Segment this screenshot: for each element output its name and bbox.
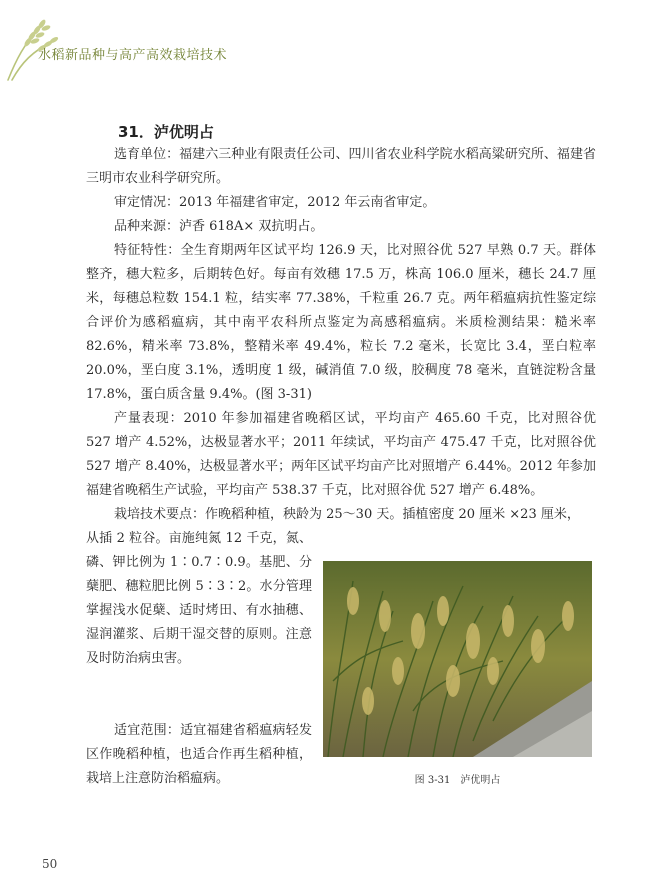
rice-field-photo — [323, 561, 592, 757]
section-title: 31．泸优明占 — [118, 123, 214, 141]
running-header-title: 水稻新品种与高产高效栽培技术 — [38, 48, 228, 63]
figure-caption: 图 3-31 泸优明占 — [414, 775, 501, 786]
paragraph-traits: 特征特性：全生育期两年区试平均 126.9 天，比对照谷优 527 早熟 0.7 天。群体整齐，穗大粒多，后期转色好。每亩有效穗 17.5 万，株高 106.0 厘米，穗长 24.7 厘米，每穗总粒数 154.1 粒，结实率 77.38%，千粒重 26.7 克。两年稻瘟病抗性鉴定综合评价为感稻瘟病，其中南平农科所点鉴定为高感稻瘟病。米质检测结果：糙米率 82.6%，精米率 73.8%，整精米率 49.4%，粒长 7.2 毫米，长宽比 3.4，垩白粒率 20.0%，垩白度 3.1%，透明度 1 级，碱消值 7.0 级，胶稠度 78 毫米，直链淀粉含量 17.8%，蛋白质含量 9.4%。(图 3-31) — [86, 243, 596, 402]
paragraph-cultivation-rest: 从插 2 粒谷。亩施纯氮 12 千克，氮、磷、钾比例为 1∶0.7∶0.9。基肥、分蘖肥、穗粒肥比例 5∶3∶2。水分管理掌握浅水促蘖、适时烤田、有水抽穗、湿润灌浆、后期干湿交替的原则。注意及时防治病虫害。 — [86, 531, 312, 666]
paragraph-cultivation-lead: 栽培技术要点：作晚稻种植，秧龄为 25～30 天。插植密度 20 厘米 ×23 厘米， — [114, 507, 580, 522]
paragraph-variety-source: 品种来源：泸香 618A× 双抗明占。 — [114, 219, 324, 234]
paragraph-approval: 审定情况：2013 年福建省审定，2012 年云南省审定。 — [114, 195, 436, 210]
paragraph-yield: 产量表现：2010 年参加福建省晚稻区试，平均亩产 465.60 千克，比对照谷优 527 增产 4.52%，达极显著水平；2011 年续试，平均亩产 475.47 千克，比对照谷优 527 增产 8.40%，达极显著水平；两年区试平均亩产比对照增产 6.44%。2012 年参加福建省晚稻生产试验，平均亩产 538.37 千克，比对照谷优 527 增产 6.48%。 — [86, 411, 596, 498]
paragraph-suitable-range: 适宜范围：适宜福建省稻瘟病轻发区作晚稻种植，也适合作再生稻种植，栽培上注意防治稻瘟病。 — [86, 723, 312, 786]
page-number: 50 — [42, 857, 58, 871]
paragraph-breeding-unit: 选育单位：福建六三种业有限责任公司、四川省农业科学院水稻高粱研究所、福建省三明市农业科学研究所。 — [86, 147, 596, 186]
